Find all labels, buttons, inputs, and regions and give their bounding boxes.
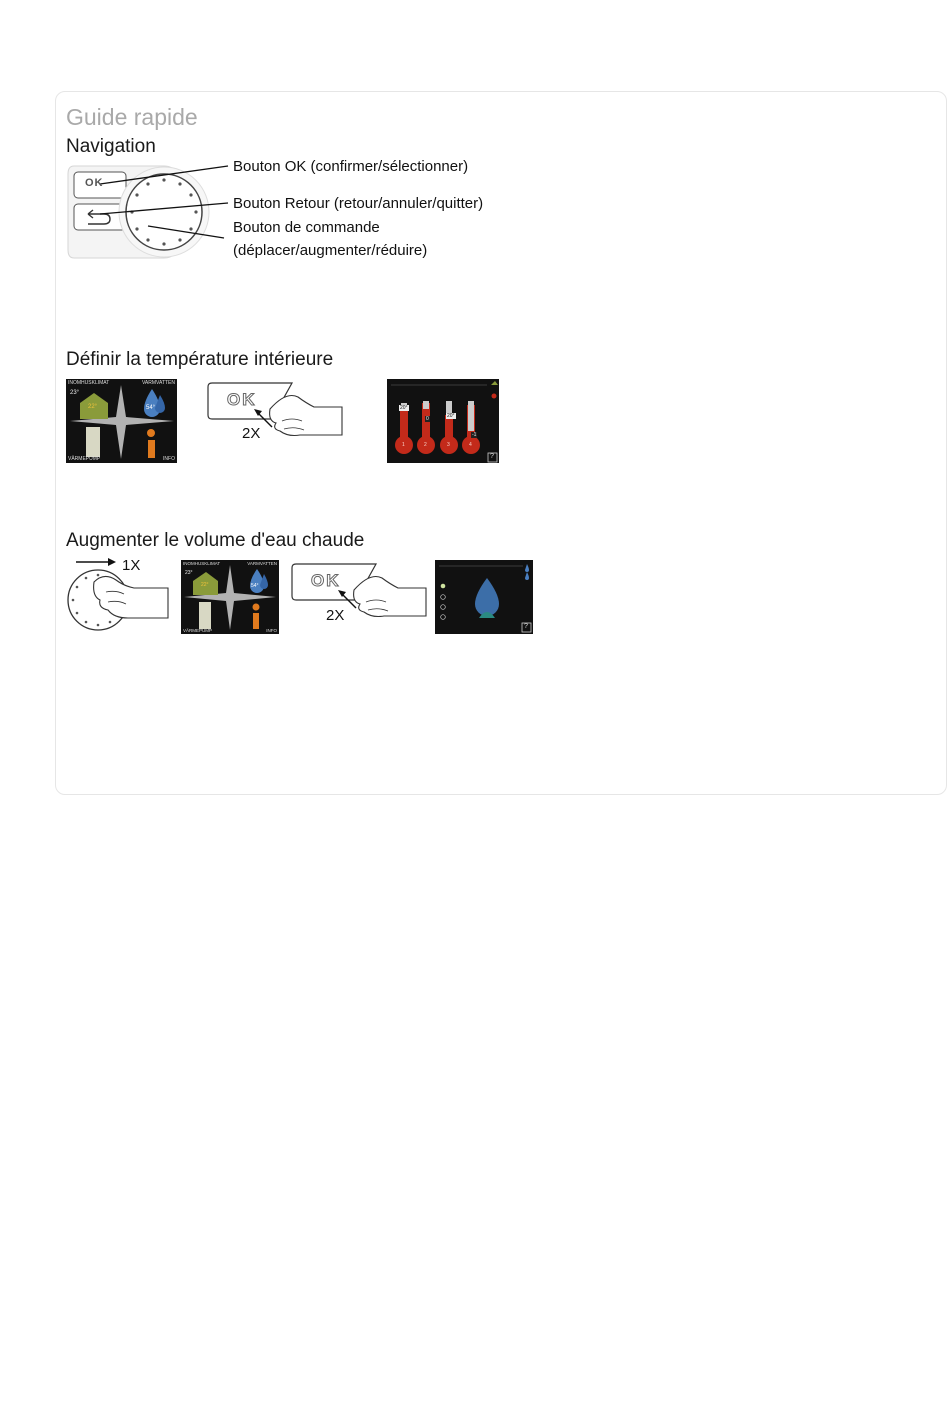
press-count-water: 2X — [326, 607, 345, 624]
screen-water-temp: 54° — [146, 405, 156, 411]
thermo-number-4: 4 — [469, 442, 472, 448]
thermo-value-1: 20° — [400, 405, 408, 411]
thermo-number-3: 3 — [447, 442, 450, 448]
screen-temp-small: 23° — [185, 570, 193, 576]
control-knob-label-line1: Bouton de commande — [233, 219, 380, 236]
screen-water-temp: 54° — [251, 583, 259, 589]
radio-selected — [441, 584, 446, 589]
main-menu-screen-2 — [181, 560, 279, 634]
ok-key-label: OK — [85, 177, 104, 189]
screen-label-info: INFO — [163, 456, 175, 462]
heat-pump-icon — [86, 427, 100, 457]
turn-count: 1X — [122, 557, 141, 574]
thermo-number-2: 2 — [424, 442, 427, 448]
press-count-temp: 2X — [242, 425, 261, 442]
back-key-shape[interactable] — [74, 204, 126, 230]
screen-label-hotwater: VARMVATTEN — [247, 561, 277, 566]
thermo-value-4: -1 — [472, 432, 477, 438]
info-icon — [147, 429, 155, 437]
info-icon — [253, 604, 260, 611]
ok-key-label-temp: OK — [227, 390, 257, 409]
screen-label-hotwater: VARMVATTEN — [141, 380, 175, 386]
hand-icon — [354, 577, 426, 617]
control-knob-label-line2: (déplacer/augmenter/réduire) — [233, 242, 428, 259]
hot-water-title: Augmenter le volume d'eau chaude — [66, 530, 365, 551]
indoor-temp-title: Définir la température intérieure — [66, 349, 334, 370]
hot-water-screen — [435, 560, 533, 634]
control-knob-shape[interactable] — [126, 174, 202, 250]
ok-button-label: Bouton OK (confirmer/sélectionner) — [233, 158, 469, 175]
temperature-screen — [387, 379, 499, 463]
screen-temp-small: 23° — [70, 390, 80, 396]
help-label: ? — [490, 453, 494, 460]
water-drop-icon — [475, 578, 499, 616]
screen-label-indoor: INOMHUSKLIMAT — [68, 380, 110, 386]
arrow-right-icon — [108, 558, 116, 566]
back-button-label: Bouton Retour (retour/annuler/quitter) — [233, 195, 484, 212]
guide-title: Guide rapide — [66, 104, 198, 130]
hand-icon — [270, 396, 342, 436]
screen-house-temp: 22° — [88, 404, 98, 410]
heat-pump-icon — [199, 602, 211, 629]
thermo-value-2: 0 — [426, 416, 429, 422]
screen-house-temp: 22° — [201, 582, 209, 588]
ok-key-label-water: OK — [311, 571, 341, 590]
knob-turn-illustration — [64, 556, 172, 626]
help-label: ? — [524, 623, 528, 630]
screen-label-heatpump: VÄRMEPUMP — [68, 456, 101, 462]
screen-label-info: INFO — [266, 628, 277, 633]
navigation-title: Navigation — [66, 136, 156, 157]
thermo-value-3: 20° — [447, 413, 455, 419]
screen-label-indoor: INOMHUSKLIMAT — [183, 561, 221, 566]
main-menu-screen — [66, 379, 177, 463]
screen-label-heatpump: VÄRMEPUMP — [183, 628, 213, 633]
thermo-number-1: 1 — [402, 442, 405, 448]
